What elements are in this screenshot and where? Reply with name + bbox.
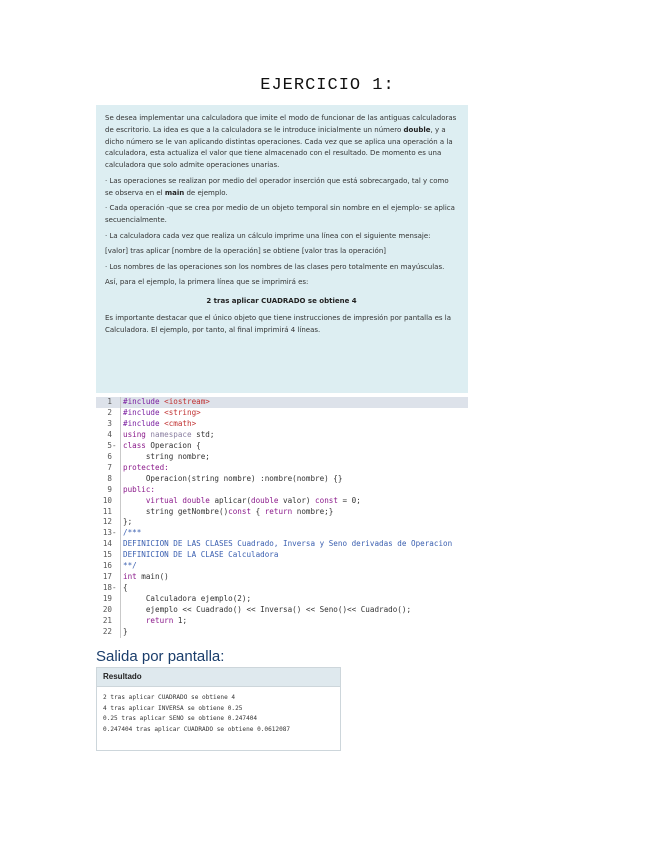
intro-paragraph: Se desea implementar una calculadora que imite el modo de funcionar de las antiguas calculadoras de escritorio. La idea es que a la calculadora se le introduce inicialmente un número double, y a dicho número se le van aplicando distintas operaciones. Cada vez que se aplica una operación a la calculadora, esta actualiza el valor que tiene almacenado con el resultado. De momento es una calculadora que solo admite operaciones unarias. (105, 114, 457, 170)
code-line: 21 return 1; (102, 616, 188, 626)
fold-icon[interactable]: - (112, 583, 117, 593)
bullet-names: · Los nombres de las operaciones son los nombres de las clases pero totalmente en mayúsculas. (105, 262, 445, 271)
result-output (97, 687, 340, 735)
bullet-sequential: · Cada operación -que se crea por medio de un objeto temporal sin nombre en el ejemplo- se aplica secuencialmente. (105, 204, 455, 224)
code-listing (96, 397, 468, 638)
code-line: 14 DEFINICION DE LAS CLASES Cuadrado, Inversa y Seno derivadas de Operacion (102, 539, 453, 549)
code-line: 22 } (102, 627, 128, 637)
example-line: 2 tras aplicar CUADRADO se obtiene 4 (206, 297, 357, 306)
code-line: 13 - /*** (102, 528, 142, 538)
result-line: 2 tras aplicar CUADRADO se obtiene 4 (103, 694, 236, 701)
exercise-description (96, 105, 468, 393)
result-panel (96, 667, 341, 751)
code-line: 10 virtual double aplicar(double valor) const = 0; (102, 495, 361, 505)
code-line: 4 using namespace std; (107, 429, 215, 439)
result-line: 4 tras aplicar INVERSA se obtiene 0.25 (103, 704, 243, 712)
bullet-print: · La calculadora cada vez que realiza un cálculo imprime una línea con el siguiente mensaje: (105, 231, 431, 240)
output-heading: Salida por pantalla: (96, 648, 225, 665)
code-line: 5 - class Operacion { (107, 440, 201, 450)
code-line: 17 int main() (102, 572, 169, 582)
code-line: 8 Operacion(string nombre) :nombre(nombre) {} (107, 473, 343, 483)
message-format: [valor] tras aplicar [nombre de la operación] se obtiene [valor tras la operación] (105, 247, 386, 256)
result-header: Resultado (97, 668, 340, 687)
result-line: 0.247404 tras aplicar CUADRADO se obtiene 0.0612087 (103, 725, 291, 733)
example-intro: Así, para el ejemplo, la primera línea que se imprimirá es: (105, 278, 309, 287)
code-line: 9 public: (107, 484, 156, 494)
fold-icon[interactable]: - (112, 440, 117, 450)
code-line: 11 string getNombre()const { return nombre;} (102, 506, 334, 516)
code-line: 3 #include <cmath> (107, 418, 197, 428)
code-line: 16 **/ (102, 561, 137, 571)
result-line: 0.25 tras aplicar SENO se obtiene 0.247404 (103, 715, 258, 723)
code-line: 18 - { (102, 583, 128, 593)
code-line: 7 protected: (107, 462, 169, 472)
code-line: 15 DEFINICION DE LA CLASE Calculadora (102, 550, 279, 560)
bullet-operator: · Las operaciones se realizan por medio del operador inserción que está sobrecargado, tal y como se observa en el main de ejemplo. (105, 176, 449, 197)
code-line: 1 #include <iostream> (96, 397, 468, 408)
code-line: 20 ejemplo << Cuadrado() << Inversa() << Seno()<< Cuadrado(); (102, 605, 412, 615)
code-line: 12 }; (102, 517, 133, 527)
code-line: 6 string nombre; (107, 451, 210, 461)
page-title: EJERCICIO 1: (260, 76, 395, 95)
closing-paragraph: Es importante destacar que el único objeto que tiene instrucciones de impresión por pantalla es la Calculadora. El ejemplo, por tanto, al final imprimirá 4 líneas. (105, 313, 451, 334)
fold-icon[interactable]: - (112, 528, 117, 538)
code-line: 2 #include <string> (107, 407, 201, 417)
code-line: 19 Calculadora ejemplo(2); (102, 594, 252, 604)
